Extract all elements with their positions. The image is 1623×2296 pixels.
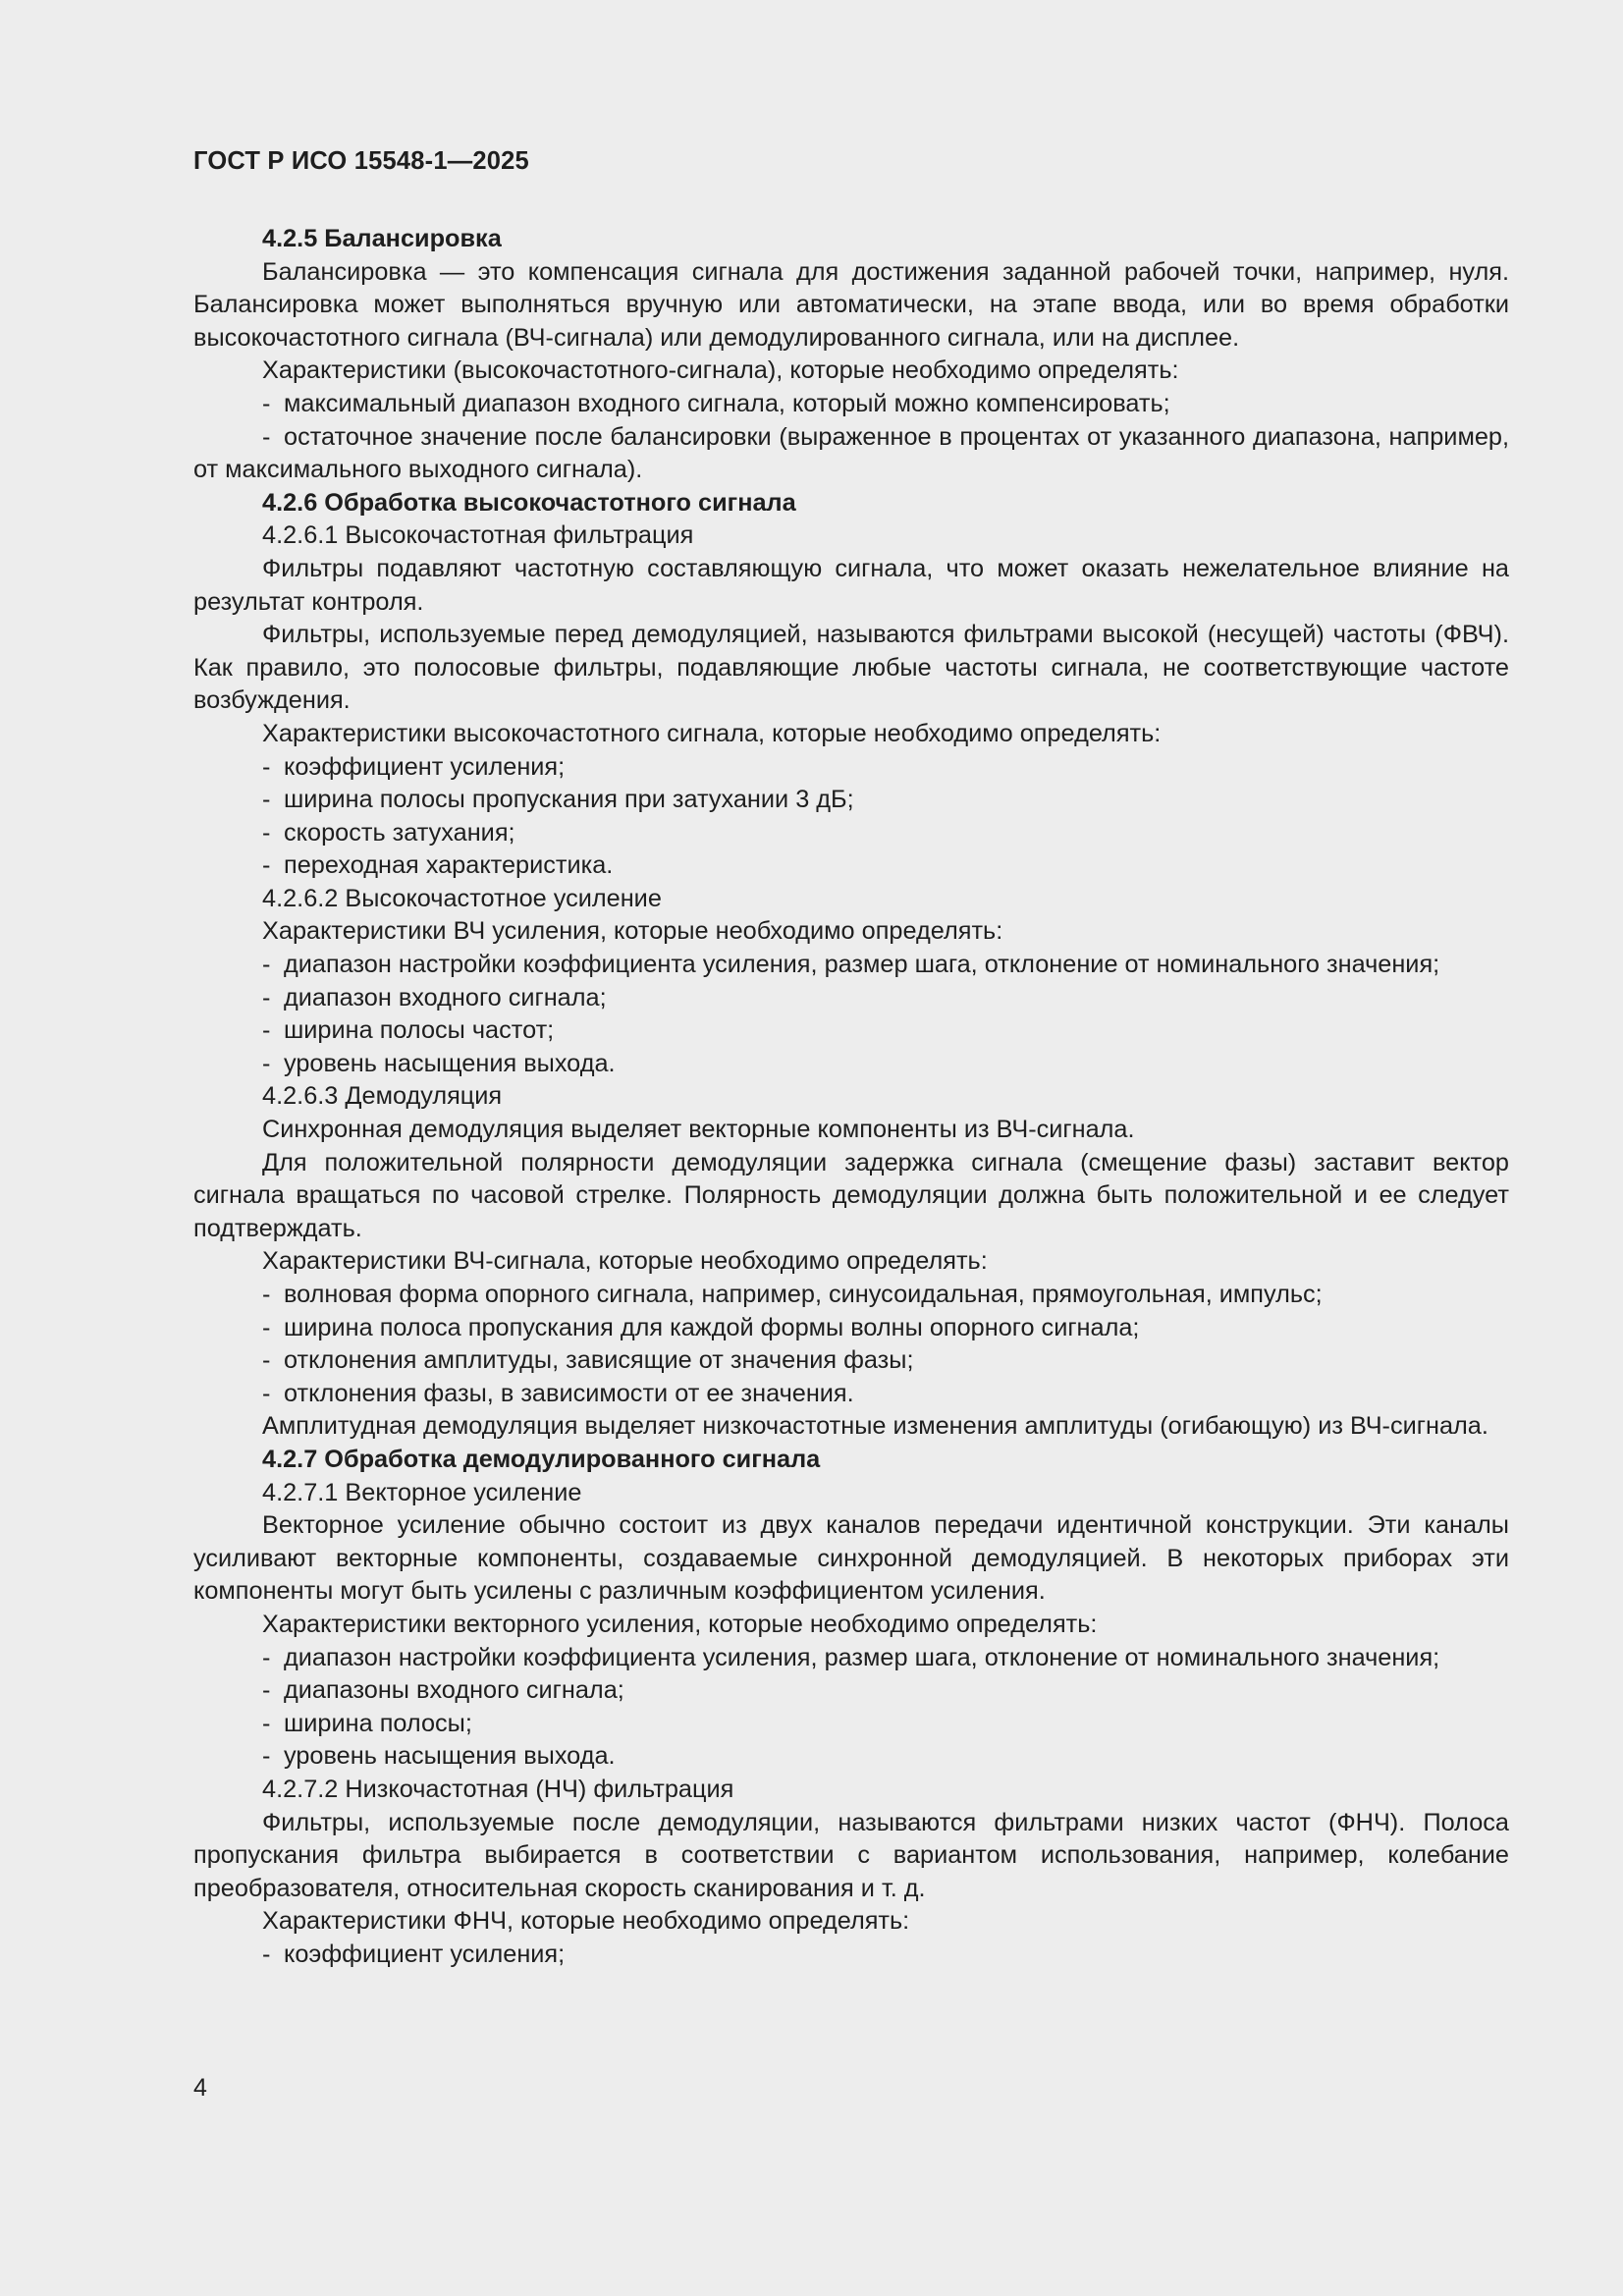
list-item-text: ширина полосы пропускания при затухании 3 дБ; — [284, 786, 854, 814]
paragraph: Фильтры, используемые перед демодуляцией, называются фильтрами высокой (несущей) частоты (ФВЧ). Как правило, это полосовые фильтры, подавляющие любые частоты сигнала, не соответствующие частоте возбуждения. — [193, 621, 1509, 715]
list-item — [193, 849, 1509, 883]
bullet-dash: - — [262, 1049, 271, 1077]
list-item — [193, 1014, 1509, 1048]
subsection-heading: 4.2.6.1 Высокочастотная фильтрация — [262, 521, 694, 550]
list-item — [193, 949, 1509, 982]
bullet-dash: - — [262, 1281, 271, 1308]
list-item-text: диапазон настройки коэффициента усиления, размер шага, отклонение от номинального значения; — [284, 1643, 1440, 1671]
document-body — [193, 223, 1509, 1971]
list-item — [193, 751, 1509, 785]
subsection-heading: 4.2.7.1 Векторное усиление — [262, 1478, 582, 1506]
bullet-dash: - — [262, 1709, 271, 1737]
list-item — [193, 388, 1509, 421]
list-item — [193, 784, 1509, 817]
paragraph: Характеристики ВЧ усиления, которые необходимо определять: — [262, 917, 1003, 946]
paragraph: Для положительной полярности демодуляции задержка сигнала (смещение фазы) заставит вектор сигнала вращаться по часовой стрелке. Полярность демодуляции должна быть положительной и ее следует подтверждать. — [193, 1148, 1509, 1242]
bullet-dash: - — [262, 422, 271, 451]
list-item — [193, 1939, 1509, 1972]
subsection-heading: 4.2.6.2 Высокочастотное усиление — [262, 884, 662, 912]
list-item-text: волновая форма опорного сигнала, например, синусоидальная, прямоугольная, импульс; — [284, 1281, 1323, 1308]
subsection-heading: 4.2.7.2 Низкочастотная (НЧ) фильтрация — [262, 1775, 734, 1803]
list-item — [193, 982, 1509, 1015]
list-item-text: максимальный диапазон входного сигнала, который можно компенсировать; — [284, 389, 1170, 417]
paragraph: Векторное усиление обычно состоит из двух каналов передачи идентичной конструкции. Эти каналы усиливают векторные компоненты, создаваемые синхронной демодуляцией. В некоторых приборах эти компоненты могут быть усилены с различным коэффициентом усиления. — [193, 1511, 1509, 1606]
bullet-dash: - — [262, 1313, 271, 1341]
list-item — [193, 1279, 1509, 1312]
bullet-dash: - — [262, 1676, 271, 1705]
list-item-text: уровень насыщения выхода. — [284, 1049, 616, 1077]
bullet-dash: - — [262, 1016, 271, 1045]
bullet-dash: - — [262, 1742, 271, 1771]
bullet-dash: - — [262, 1346, 271, 1375]
list-item — [193, 1378, 1509, 1411]
list-item-text: уровень насыщения выхода. — [284, 1742, 616, 1771]
paragraph: Фильтры подавляют частотную составляющую сигнала, что может оказать нежелательное влияние на результат контроля. — [193, 554, 1509, 616]
bullet-dash: - — [262, 818, 271, 847]
bullet-dash: - — [262, 752, 271, 781]
paragraph: Характеристики ВЧ-сигнала, которые необходимо определять: — [262, 1247, 988, 1276]
list-item — [193, 1740, 1509, 1774]
list-item-text: ширина полосы частот; — [284, 1016, 555, 1045]
list-item — [193, 1312, 1509, 1345]
bullet-dash: - — [262, 1643, 271, 1671]
list-item-text: переходная характеристика. — [284, 851, 614, 880]
paragraph: Характеристики высокочастотного сигнала, которые необходимо определять: — [262, 719, 1162, 747]
list-item-text: скорость затухания; — [284, 818, 515, 847]
bullet-dash: - — [262, 786, 271, 814]
list-item-text: ширина полосы; — [284, 1709, 472, 1737]
list-item-text: диапазоны входного сигнала; — [284, 1676, 624, 1705]
page-number: 4 — [193, 2074, 207, 2102]
list-item-text: остаточное значение после балансировки (выраженное в процентах от указанного диапазона, например, от максимального выходного сигнала). — [193, 422, 1509, 484]
list-item — [193, 1674, 1509, 1708]
bullet-dash: - — [262, 983, 271, 1011]
paragraph: Характеристики ФНЧ, которые необходимо определять: — [262, 1907, 910, 1936]
list-item-text: диапазон входного сигнала; — [284, 983, 607, 1011]
list-item-text: коэффициент усиления; — [284, 1940, 566, 1968]
bullet-dash: - — [262, 389, 271, 417]
paragraph: Характеристики векторного усиления, которые необходимо определять: — [262, 1610, 1098, 1638]
section-heading-4-2-6: 4.2.6 Обработка высокочастотного сигнала — [262, 488, 796, 517]
list-item — [193, 1048, 1509, 1081]
bullet-dash: - — [262, 851, 271, 880]
list-item — [193, 421, 1509, 487]
paragraph: Амплитудная демодуляция выделяет низкочастотные изменения амплитуды (огибающую) из ВЧ-сигнала. — [262, 1412, 1488, 1441]
subsection-heading: 4.2.6.3 Демодуляция — [262, 1082, 503, 1111]
paragraph: Характеристики (высокочастотного-сигнала), которые необходимо определять: — [262, 356, 1179, 385]
list-item — [193, 817, 1509, 850]
list-item — [193, 1708, 1509, 1741]
list-item-text: диапазон настройки коэффициента усиления, размер шага, отклонение от номинального значения; — [284, 951, 1440, 979]
bullet-dash: - — [262, 951, 271, 979]
bullet-dash: - — [262, 1379, 271, 1407]
list-item-text: коэффициент усиления; — [284, 752, 566, 781]
document-header: ГОСТ Р ИСО 15548-1—2025 — [193, 147, 529, 175]
list-item — [193, 1642, 1509, 1675]
paragraph: Синхронная демодуляция выделяет векторные компоненты из ВЧ-сигнала. — [262, 1116, 1135, 1144]
list-item-text: ширина полоса пропускания для каждой формы волны опорного сигнала; — [284, 1313, 1140, 1341]
paragraph: Балансировка — это компенсация сигнала для достижения заданной рабочей точки, например, нуля. Балансировка может выполняться вручную или автоматически, на этапе ввода, или во время обработки высокочастотного сигнала (ВЧ-сигнала) или демодулированного сигнала, или на дисплее. — [193, 257, 1509, 352]
list-item-text: отклонения фазы, в зависимости от ее значения. — [284, 1379, 854, 1407]
section-heading-4-2-7: 4.2.7 Обработка демодулированного сигнала — [262, 1445, 821, 1473]
bullet-dash: - — [262, 1940, 271, 1968]
list-item-text: отклонения амплитуды, зависящие от значения фазы; — [284, 1346, 914, 1375]
section-heading-4-2-5: 4.2.5 Балансировка — [262, 225, 502, 252]
list-item — [193, 1344, 1509, 1378]
paragraph: Фильтры, используемые после демодуляции, называются фильтрами низких частот (ФНЧ). Полоса пропускания фильтра выбирается в соответствии с вариантом использования, например, колебание преобразователя, относительная скорость сканирования и т. д. — [193, 1808, 1509, 1902]
